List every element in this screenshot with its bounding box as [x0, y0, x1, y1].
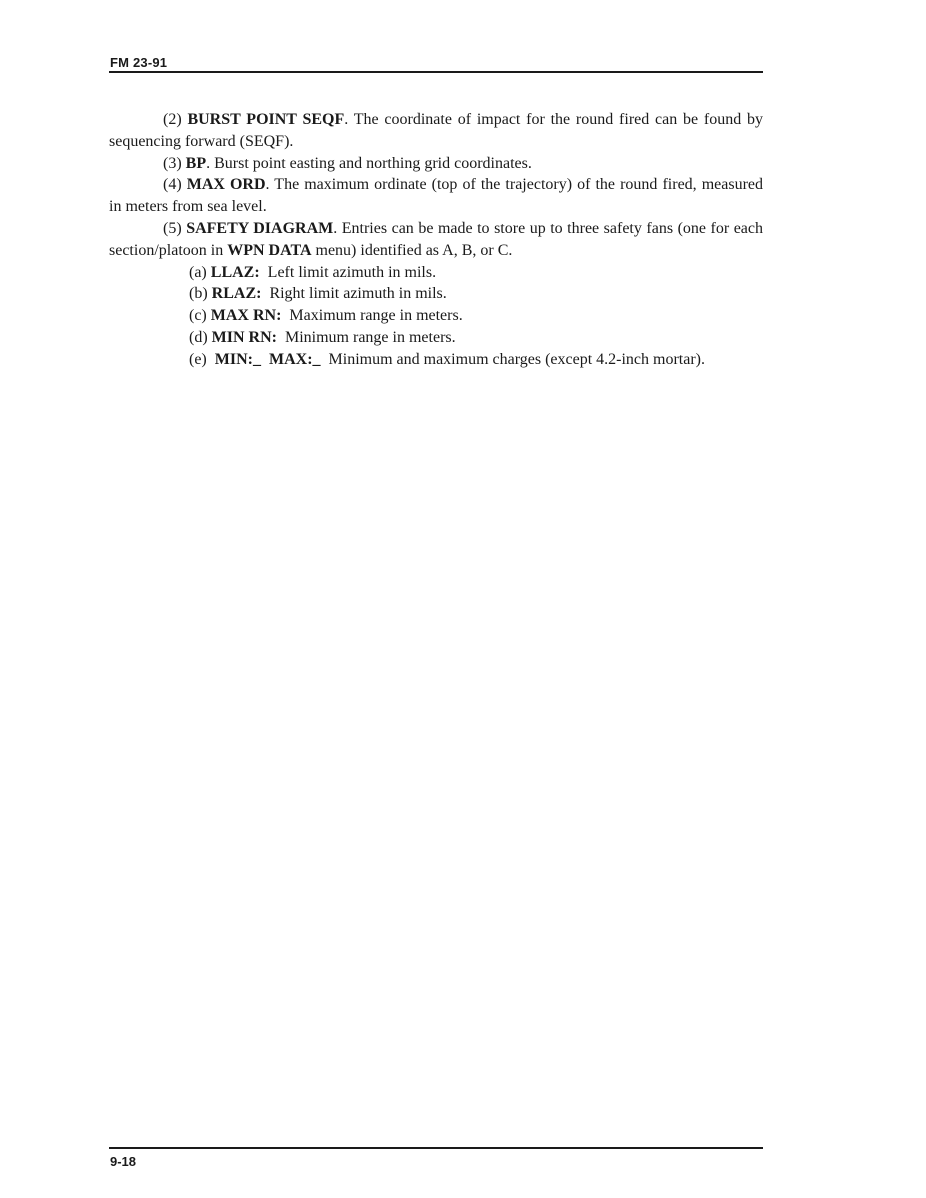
subitem-term: MAX RN: [210, 307, 282, 325]
paragraph-bp [109, 153, 763, 175]
paragraph-text: . Entries can be made to store up to three safety fans (one for each section/platoon in [109, 219, 763, 259]
paragraph-burst-point-seqf [109, 109, 763, 153]
paragraph-text: . The maximum ordinate (top of the trajectory) of the round fired, measured in meters from sea level. [109, 176, 764, 216]
subitem-text: Left limit azimuth in mils. [267, 263, 437, 281]
paragraph-safety-diagram [109, 218, 763, 262]
paragraph-term-secondary: WPN DATA [227, 241, 312, 259]
subitem-term: MIN RN: [211, 328, 277, 346]
subitem-min-rn [109, 327, 763, 349]
subitem-letter: (b) [189, 285, 208, 303]
subitem-max-rn [109, 305, 763, 327]
paragraph-text: . The coordinate of impact for the round fired can be found by sequencing forward (SEQF). [109, 111, 764, 150]
subitem-letter: (e) [189, 350, 207, 368]
paragraph-number: (3) [163, 154, 182, 172]
subitem-text: Minimum and maximum charges (except 4.2-inch mortar). [328, 350, 706, 368]
subitem-letter: (c) [189, 307, 207, 325]
subitem-term: LLAZ: [210, 263, 260, 281]
paragraph-term: SAFETY DIAGRAM [186, 219, 334, 237]
subitem-letter: (d) [189, 328, 208, 346]
paragraph-text: . Burst point easting and northing grid coordinates. [206, 154, 532, 172]
running-header: FM 23-91 [110, 55, 168, 70]
subitem-min-max [109, 349, 763, 371]
subitem-term: MIN:_ MAX:_ [214, 350, 321, 368]
subitem-text: Maximum range in meters. [289, 307, 463, 325]
paragraph-text: menu) identified as A, B, or C. [311, 241, 513, 259]
subitem-text: Minimum range in meters. [284, 328, 456, 346]
paragraph-term: MAX ORD [186, 176, 266, 194]
paragraph-term: BURST POINT SEQF [187, 111, 345, 128]
subitem-text: Right limit azimuth in mils. [269, 285, 447, 303]
paragraph-number: (2) [163, 111, 182, 128]
paragraph-number: (5) [163, 219, 182, 237]
body-text [109, 109, 763, 371]
subitem-term: RLAZ: [211, 285, 262, 303]
footer-rule [109, 1147, 763, 1149]
page-number: 9-18 [110, 1154, 137, 1169]
header-rule [109, 71, 763, 73]
paragraph-max-ord [109, 174, 763, 218]
paragraph-term: BP [185, 154, 207, 172]
paragraph-number: (4) [163, 176, 182, 194]
subitem-rlaz [109, 283, 763, 305]
subitem-llaz [109, 262, 763, 284]
subitem-letter: (a) [189, 263, 207, 281]
